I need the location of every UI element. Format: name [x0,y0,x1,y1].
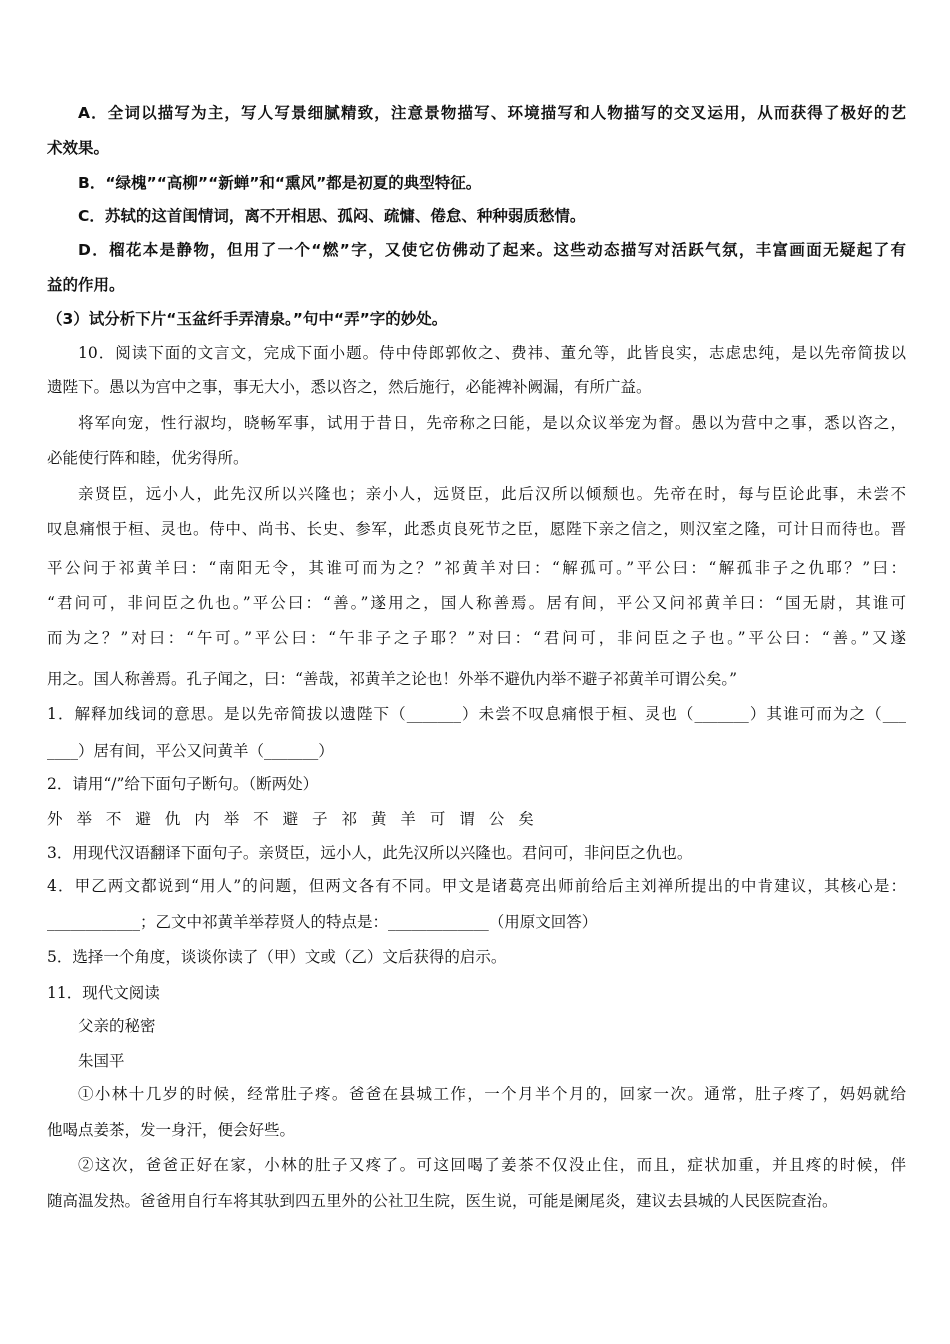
passage-10-line7: 平公问于祁黄羊曰：“南阳无令，其谁可而为之？”祁黄羊对曰：“解孤可。”平公曰：“解孤非子之仇耶？”曰： [47,559,906,577]
article-paragraph-2-line2: 随高温发热。爸爸用自行车将其驮到四五里外的公社卫生院，医生说，可能是阑尾炎，建议去县城的人民医院查治。 [47,1192,838,1210]
subquestion-2-sentence: 外举不避仇内举不避子祁黄羊可谓公矣 [47,810,548,828]
subquestion-1-line2: ____）居有间，平公又问黄羊（_______） [47,742,334,760]
passage-10-line6: 叹息痛恨于桓、灵也。侍中、尚书、长史、参军，此悉贞良死节之臣，愿陛下亲之信之，则汉室之隆，可计日而待也。晋 [47,520,906,538]
subquestion-4-line1: 4．甲乙两文都说到“用人”的问题，但两文各有不同。甲文是诸葛亮出师前给后主刘禅所提出的中肯建议，其核心是： [47,877,906,895]
option-a-line2: 术效果。 [47,139,110,157]
question-11: 11．现代文阅读 [47,984,160,1002]
article-paragraph-1-line1: ①小林十几岁的时候，经常肚子疼。爸爸在县城工作，一个月半个月的，回家一次。通常，肚子疼了，妈妈就给 [78,1085,906,1103]
passage-10-line1: 10．阅读下面的文言文，完成下面小题。侍中侍郎郭攸之、费祎、董允等，此皆良实，志虑忠纯，是以先帝简拔以 [78,344,906,362]
option-c: C．苏轼的这首闺情词，离不开相思、孤闷、疏慵、倦怠、种种弱质愁情。 [78,207,586,225]
option-a-line1: A．全词以描写为主，写人写景细腻精致，注意景物描写、环境描写和人物描写的交叉运用，从而获得了极好的艺 [78,104,906,122]
subquestion-4-line2: ____________；乙文中祁黄羊举荐贤人的特点是：_____________（用原文回答） [47,913,598,931]
subquestion-1-line1: 1．解释加线词的意思。是以先帝简拔以遗陛下（_______）未尝不叹息痛恨于桓、灵也（_______）其谁可而为之（___ [47,705,906,723]
article-author: 朱国平 [78,1052,125,1070]
subquestion-3: 3．用现代汉语翻译下面句子。亲贤臣，远小人，此先汉所以兴隆也。君问可，非问臣之仇也。 [47,844,693,862]
passage-10-line8: “君问可，非问臣之仇也。”平公曰：“善。”遂用之，国人称善焉。居有间，平公又问祁黄羊曰：“国无尉，其谁可 [47,594,906,612]
passage-10-line3: 将军向宠，性行淑均，晓畅军事，试用于昔日，先帝称之曰能，是以众议举宠为督。愚以为营中之事，悉以咨之， [78,414,906,432]
subquestion-2: 2．请用“/”给下面句子断句。（断两处） [47,775,319,793]
article-paragraph-1-line2: 他喝点姜茶，发一身汗，便会好些。 [47,1121,296,1139]
article-title: 父亲的秘密 [78,1017,156,1035]
passage-10-line5: 亲贤臣，远小人，此先汉所以兴隆也；亲小人，远贤臣，此后汉所以倾颓也。先帝在时，每与臣论此事，未尝不 [78,485,906,503]
passage-10-line10: 用之。国人称善焉。孔子闻之，曰：“善哉，祁黄羊之论也！外举不避仇内举不避子祁黄羊可谓公矣。” [47,670,738,688]
question-3: （3）试分析下片“玉盆纤手弄清泉。”句中“弄”字的妙处。 [47,310,448,328]
passage-10-line9: 而为之？”对曰：“午可。”平公曰：“午非子之子耶？”对曰：“君问可，非问臣之子也。”平公曰：“善。”又遂 [47,629,906,647]
option-d-line1: D．榴花本是静物，但用了一个“燃”字，又使它仿佛动了起来。这些动态描写对活跃气氛，丰富画面无疑起了有 [78,241,906,259]
option-d-line2: 益的作用。 [47,276,125,294]
option-b: B．“绿槐”“高柳”“新蝉”和“熏风”都是初夏的典型特征。 [78,174,482,192]
passage-10-line2: 遗陛下。愚以为宫中之事，事无大小，悉以咨之，然后施行，必能裨补阙漏，有所广益。 [47,378,652,396]
article-paragraph-2-line1: ②这次，爸爸正好在家，小林的肚子又疼了。可这回喝了姜茶不仅没止住，而且，症状加重，并且疼的时候，伴 [78,1156,906,1174]
subquestion-5: 5．选择一个角度，谈谈你读了（甲）文或（乙）文后获得的启示。 [47,948,507,966]
passage-10-line4: 必能使行阵和睦，优劣得所。 [47,449,249,467]
